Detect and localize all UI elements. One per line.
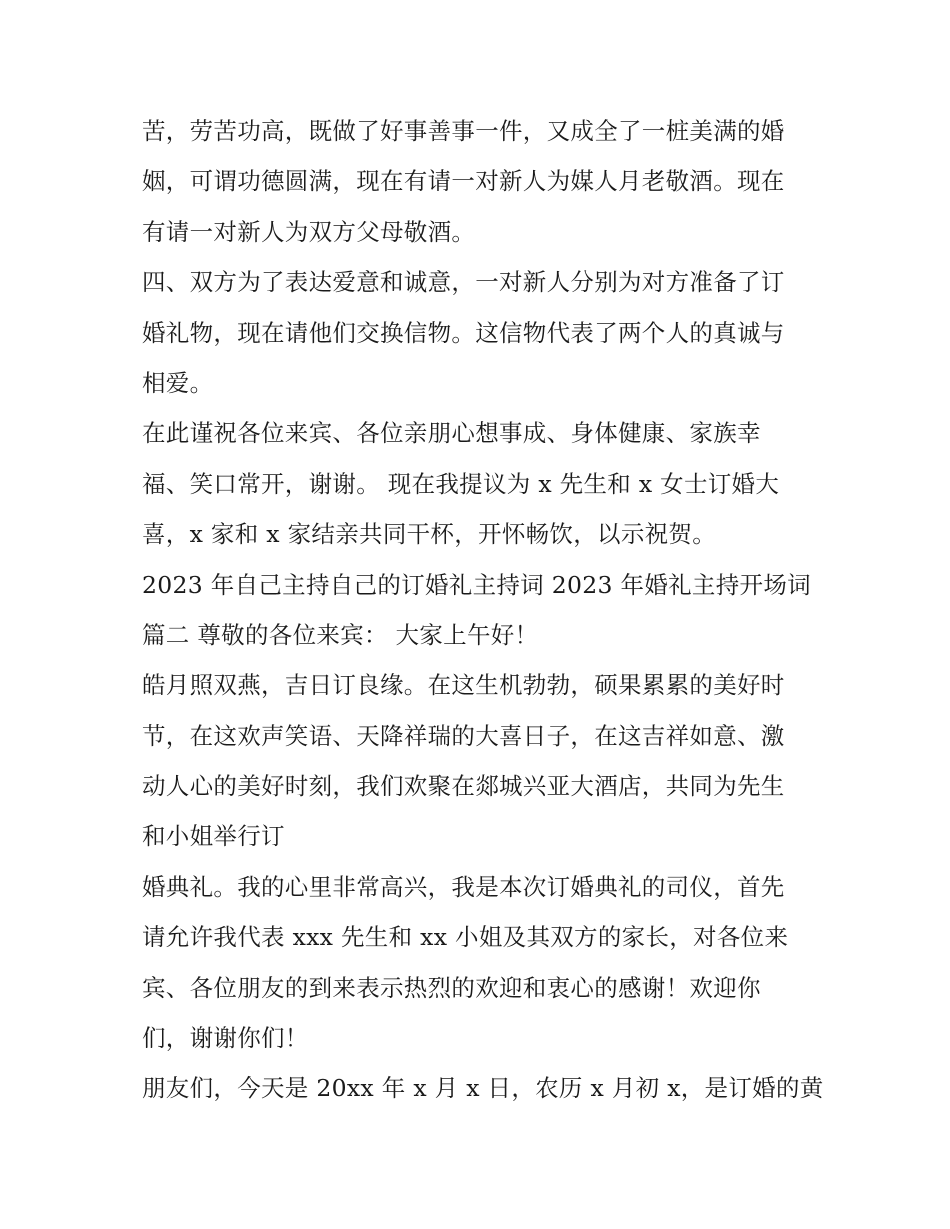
text-line: 福、笑口常开，谢谢。 现在我提议为 x 先生和 x 女士订婚大 <box>142 469 780 498</box>
text-line: 动人心的美好时刻，我们欢聚在郯城兴亚大酒店，共同为先生 <box>142 772 785 801</box>
text-line: 宾、各位朋友的到来表示热烈的欢迎和衷心的感谢！欢迎你 <box>142 973 761 1002</box>
text-line: 姻，可谓功德圆满，现在有请一对新人为媒人月老敬酒。现在 <box>142 167 785 196</box>
text-line: 有请一对新人为双方父母敬酒。 <box>142 217 476 246</box>
section-heading-line: 2023 年自己主持自己的订婚礼主持词 2023 年婚礼主持开场词 <box>142 570 811 599</box>
text-line: 朋友们，今天是 20xx 年 x 月 x 日，农历 x 月初 x，是订婚的黄 <box>142 1074 824 1103</box>
document-body <box>142 106 824 1114</box>
text-line: 节，在这欢声笑语、天降祥瑞的大喜日子，在这吉祥如意、激 <box>142 721 785 750</box>
text-line: 皓月照双燕，吉日订良缘。在这生机勃勃，硕果累累的美好时 <box>142 671 785 700</box>
text-line: 相爱。 <box>142 368 214 397</box>
text-line: 四、双方为了表达爱意和诚意，一对新人分别为对方准备了订 <box>142 268 785 297</box>
text-line: 和小姐举行订 <box>142 822 285 851</box>
text-line: 喜，x 家和 x 家结亲共同干杯，开怀畅饮，以示祝贺。 <box>142 520 717 549</box>
text-line: 婚礼物，现在请他们交换信物。这信物代表了两个人的真诚与 <box>142 318 785 347</box>
text-line: 苦，劳苦功高，既做了好事善事一件，又成全了一桩美满的婚 <box>142 117 785 145</box>
section-heading-line: 篇二 尊敬的各位来宾： 大家上午好！ <box>142 620 539 649</box>
text-line: 婚典礼。我的心里非常高兴，我是本次订婚典礼的司仪，首先 <box>142 872 785 901</box>
text-line: 们，谢谢你们！ <box>142 1024 309 1053</box>
text-line: 在此谨祝各位来宾、各位亲朋心想事成、身体健康、家族幸 <box>142 419 761 448</box>
text-line: 请允许我代表 xxx 先生和 xx 小姐及其双方的家长，对各位来 <box>142 923 789 952</box>
